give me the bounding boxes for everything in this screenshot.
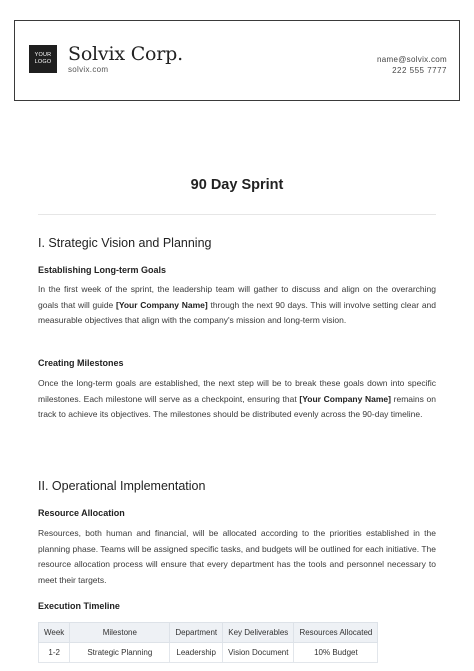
letterhead bbox=[14, 20, 460, 101]
logo-text-line1: YOUR bbox=[34, 52, 52, 58]
section-2-sub1-title: Resource Allocation bbox=[38, 508, 125, 518]
table-header-row bbox=[39, 623, 378, 643]
paragraph-text: In the first week of the sprint, the leadership team will gather to discuss and align on the overarching goals that will guide bbox=[38, 284, 436, 310]
company-placeholder: [Your Company Name] bbox=[116, 299, 208, 310]
section-1-sub2-title: Creating Milestones bbox=[38, 358, 124, 368]
column-header: Resources Allocated bbox=[294, 623, 378, 643]
paragraph-text: through the next 90 days. This will involve setting clear and measurable objectives that align with the company's mission and long-term vision. bbox=[38, 299, 437, 326]
paragraph-text: remains on track to achieve its objectives. The milestones should be distributed evenly across the 90-day timeline. bbox=[38, 393, 436, 420]
section-1-sub1-title: Establishing Long-term Goals bbox=[38, 265, 167, 275]
document-title: 90 Day Sprint bbox=[190, 177, 284, 193]
company-placeholder: [Your Company Name] bbox=[299, 393, 391, 404]
company-logo bbox=[29, 45, 57, 73]
table-cell: 10% Budget bbox=[294, 643, 378, 663]
section-2-title: II. Operational Implementation bbox=[38, 479, 206, 493]
table-cell: Leadership bbox=[170, 643, 223, 663]
column-header: Department bbox=[170, 623, 223, 643]
section-1-sub1-paragraph bbox=[38, 282, 436, 329]
contact-email: name@solvix.com bbox=[377, 55, 447, 64]
table-cell: Strategic Planning bbox=[70, 643, 170, 663]
table-cell: Vision Document bbox=[223, 643, 294, 663]
section-1-sub2-paragraph bbox=[38, 376, 436, 423]
logo-text-line2: LOGO bbox=[34, 59, 52, 65]
section-1-title: I. Strategic Vision and Planning bbox=[38, 236, 212, 250]
section-2-sub1-paragraph: Resources, both human and financial, will be allocated according to the priorities established in the planning phase. Teams will be assigned specific tasks, and budgets will be outlined for each initiative. The resource allocation process will ensure that every department has the tools and personnel necessary to meet their targets. bbox=[38, 528, 436, 585]
execution-timeline-table bbox=[38, 622, 378, 663]
paragraph-text: Once the long-term goals are established, the next step will be to break these goals down into specific milestones. Each milestone will serve as a checkpoint, ensuring that bbox=[38, 378, 436, 404]
section-2-sub2-title: Execution Timeline bbox=[38, 601, 120, 611]
contact-phone: 222 555 7777 bbox=[392, 66, 447, 75]
table-cell: 1-2 bbox=[39, 643, 70, 663]
company-website: solvix.com bbox=[68, 65, 109, 74]
title-divider bbox=[38, 214, 436, 215]
company-name: Solvix Corp. bbox=[68, 43, 183, 65]
column-header: Week bbox=[39, 623, 70, 643]
table-row bbox=[39, 643, 378, 663]
column-header: Key Deliverables bbox=[223, 623, 294, 643]
column-header: Milestone bbox=[70, 623, 170, 643]
